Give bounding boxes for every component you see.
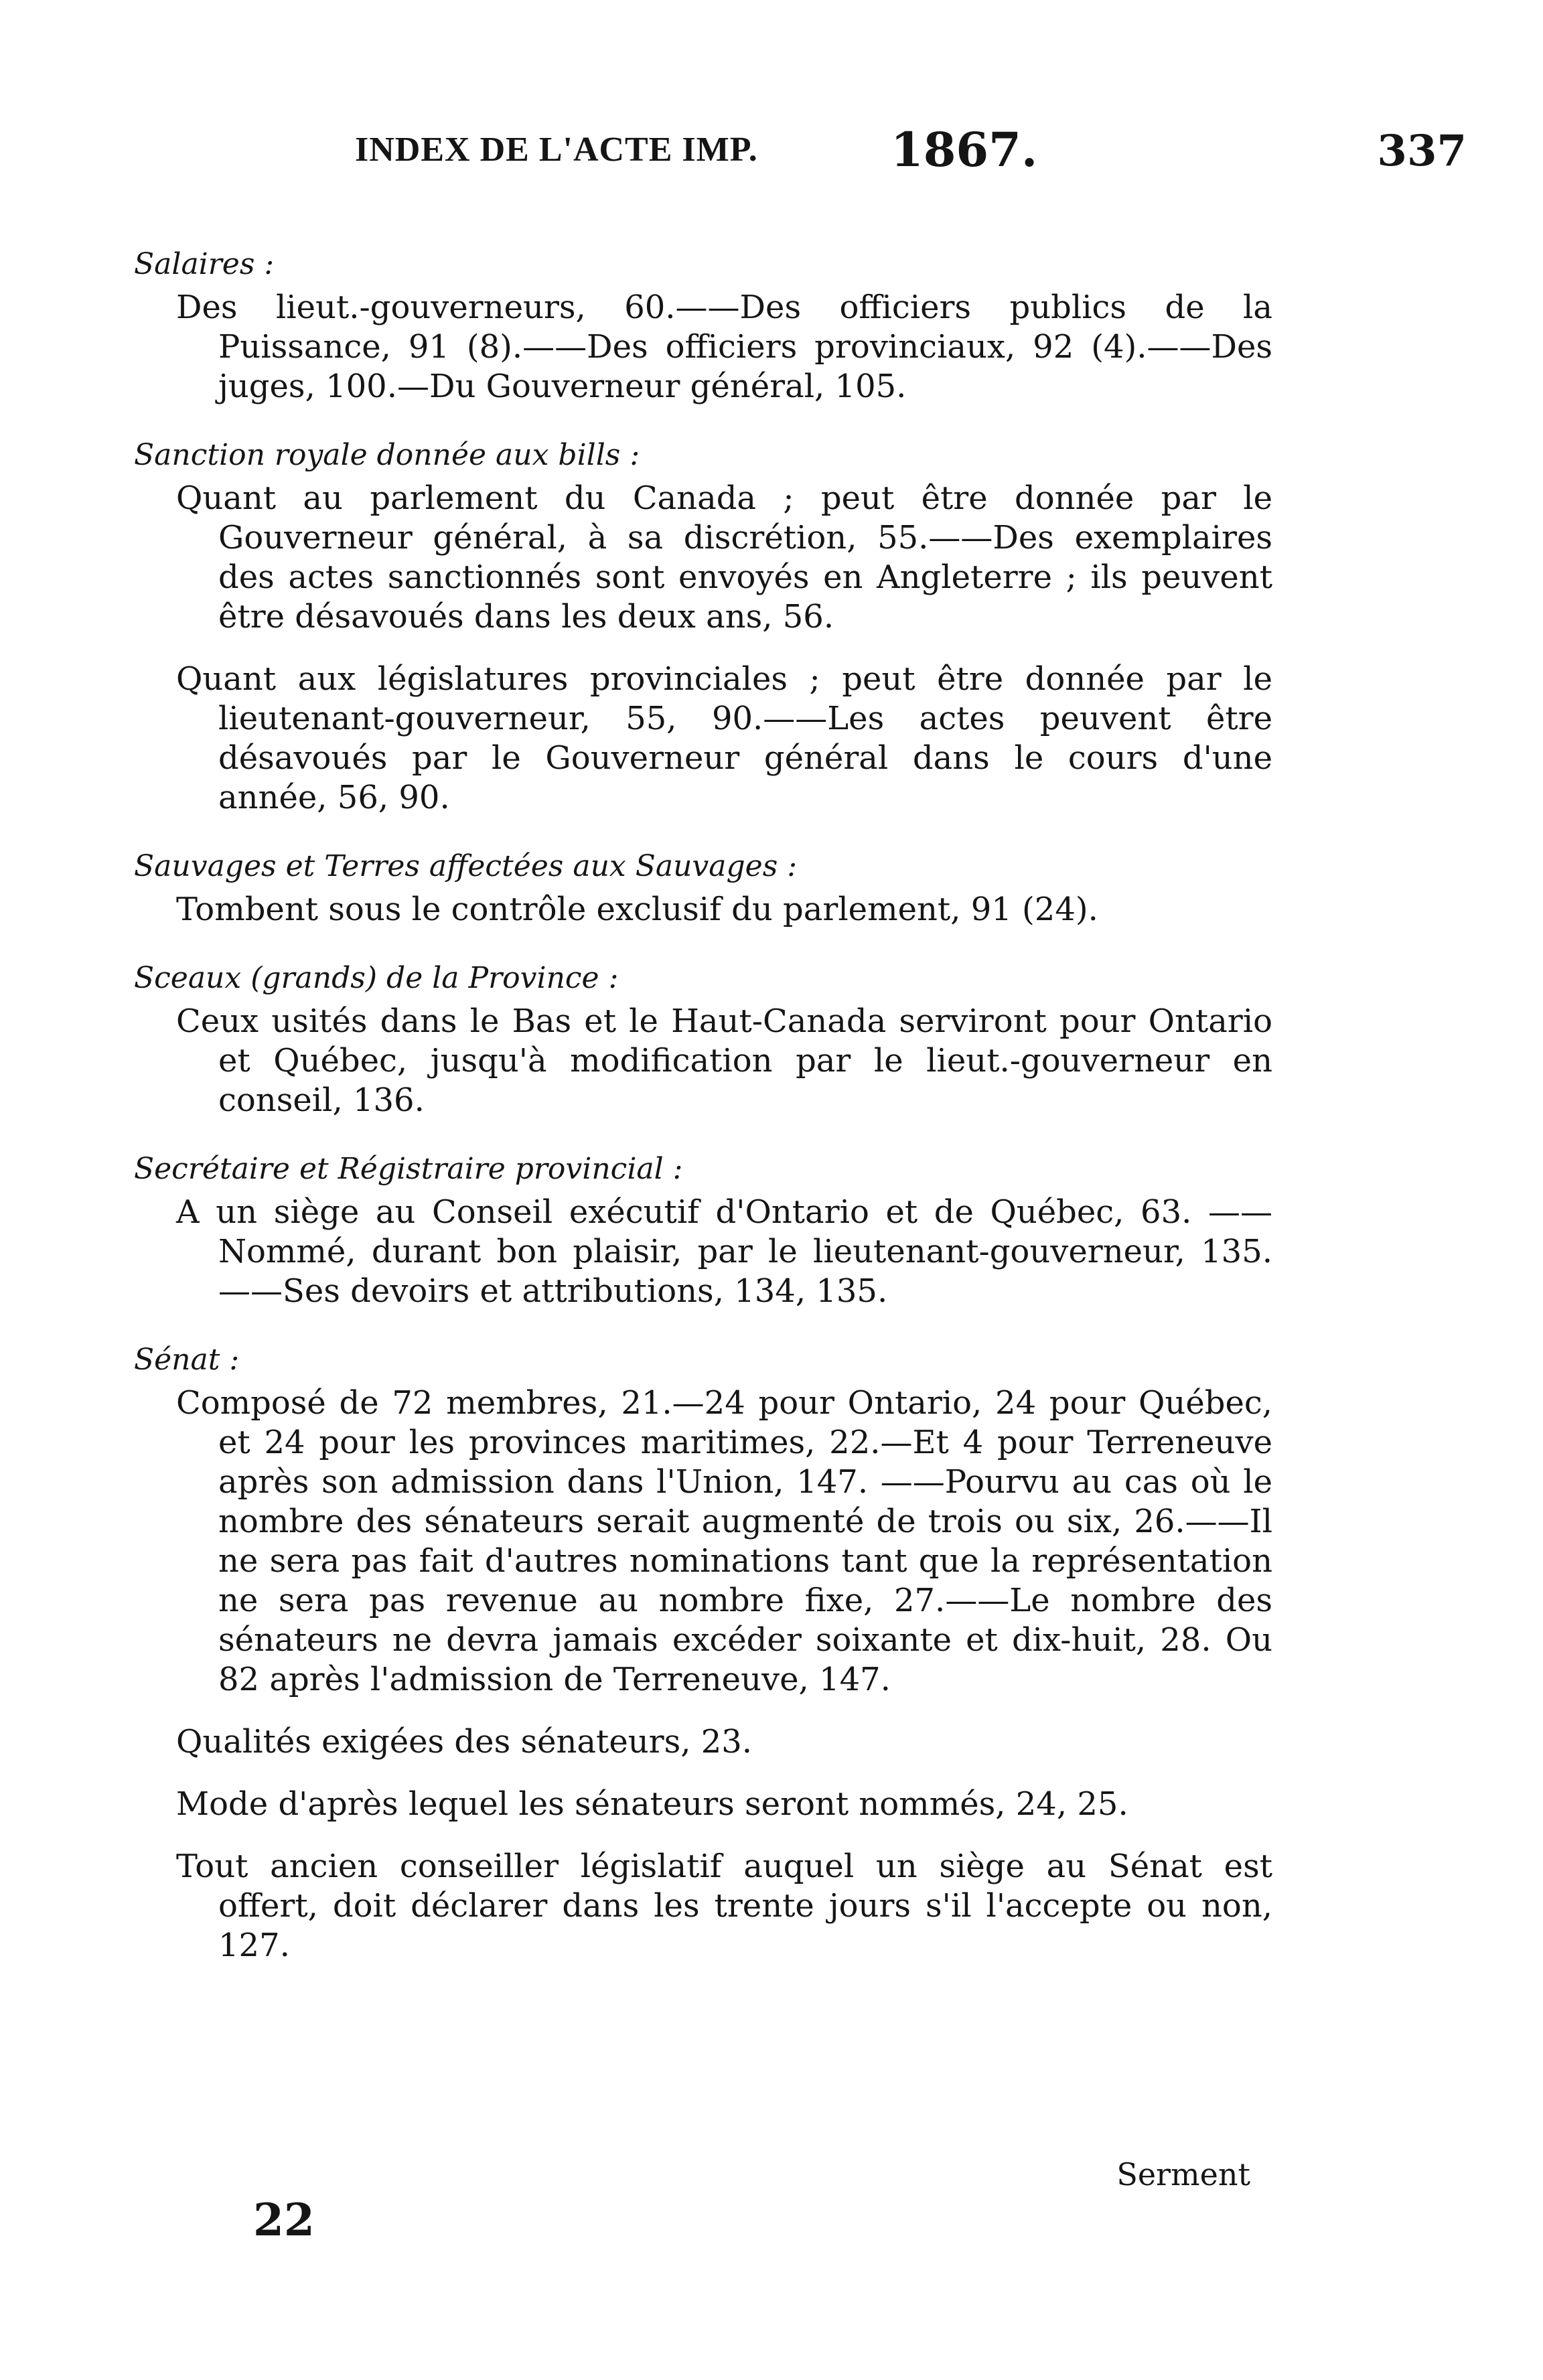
- entry-paragraph: Quant aux législatures provinciales ; peut être donnée par le lieutenant-gouverneur, 55, 90.——Les actes peuvent être désavoués par le Gouverneur général dans le cours d'une année, 56, 90.: [176, 660, 1272, 816]
- index-entry-sceaux: [134, 959, 1272, 1120]
- index-entry-salaires: [134, 245, 1272, 406]
- index-body: [134, 245, 1272, 1995]
- entry-heading: Sauvages et Terres affectées aux Sauvages :: [134, 849, 798, 883]
- index-entry-sanction-royale: [134, 436, 1272, 818]
- entry-paragraph: Composé de 72 membres, 21.—24 pour Ontario, 24 pour Québec, et 24 pour les provinces maritimes, 22.—Et 4 pour Terreneuve après son admission dans l'Union, 147. ——Pourvu au cas où le nombre des sénateurs serait augmenté de trois ou six, 26.——Il ne sera pas fait d'autres nominations tant que la représentation ne sera pas revenue au nombre fixe, 27.——Le nombre des sénateurs ne devra jamais excéder soixante et dix-huit, 28. Ou 82 après l'admission de Terreneuve, 147.: [176, 1384, 1272, 1698]
- running-title: INDEX DE L'ACTE IMP.: [355, 131, 758, 169]
- entry-heading: Secrétaire et Régistraire provincial :: [134, 1152, 683, 1186]
- entry-paragraph: A un siège au Conseil exécutif d'Ontario et de Québec, 63. ——Nommé, durant bon plaisir, par le lieutenant-gouverneur, 135.——Ses devoirs et attributions, 134, 135.: [176, 1193, 1272, 1310]
- entry-paragraph: Mode d'après lequel les sénateurs seront nommés, 24, 25.: [176, 1785, 1128, 1823]
- entry-paragraph: Tombent sous le contrôle exclusif du parlement, 91 (24).: [176, 891, 1098, 928]
- page-number: 337: [1377, 126, 1467, 176]
- catchword: Serment: [1116, 2156, 1250, 2192]
- entry-heading: Sceaux (grands) de la Province :: [134, 961, 619, 995]
- index-entry-sauvages: [134, 847, 1272, 929]
- entry-heading: Sanction royale donnée aux bills :: [134, 438, 640, 472]
- entry-paragraph: Qualités exigées des sénateurs, 23.: [176, 1723, 753, 1761]
- index-entry-senat: [134, 1341, 1272, 1965]
- running-header: [134, 122, 1467, 185]
- entry-heading: Salaires :: [134, 247, 275, 281]
- entry-paragraph: Tout ancien conseiller législatif auquel un siège au Sénat est offert, doit déclarer dans les trente jours s'il l'accepte ou non, 127.: [176, 1848, 1272, 1964]
- entry-paragraph: Des lieut.-gouverneurs, 60.——Des officiers publics de la Puissance, 91 (8).——Des officiers provinciaux, 92 (4).——Des juges, 100.—Du Gouverneur général, 105.: [176, 289, 1272, 405]
- signature-mark: 22: [253, 2194, 315, 2246]
- index-entry-secretaire: [134, 1150, 1272, 1311]
- entry-heading: Sénat :: [134, 1343, 240, 1377]
- entry-paragraph: Ceux usités dans le Bas et le Haut-Canada serviront pour Ontario et Québec, jusqu'à modification par le lieut.-gouverneur en conseil, 136.: [176, 1002, 1272, 1119]
- running-year: 1867.: [891, 122, 1038, 177]
- entry-paragraph: Quant au parlement du Canada ; peut être donnée par le Gouverneur général, à sa discrétion, 55.——Des exemplaires des actes sanctionnés sont envoyés en Angleterre ; ils peuvent être désavoués dans les deux ans, 56.: [176, 479, 1272, 636]
